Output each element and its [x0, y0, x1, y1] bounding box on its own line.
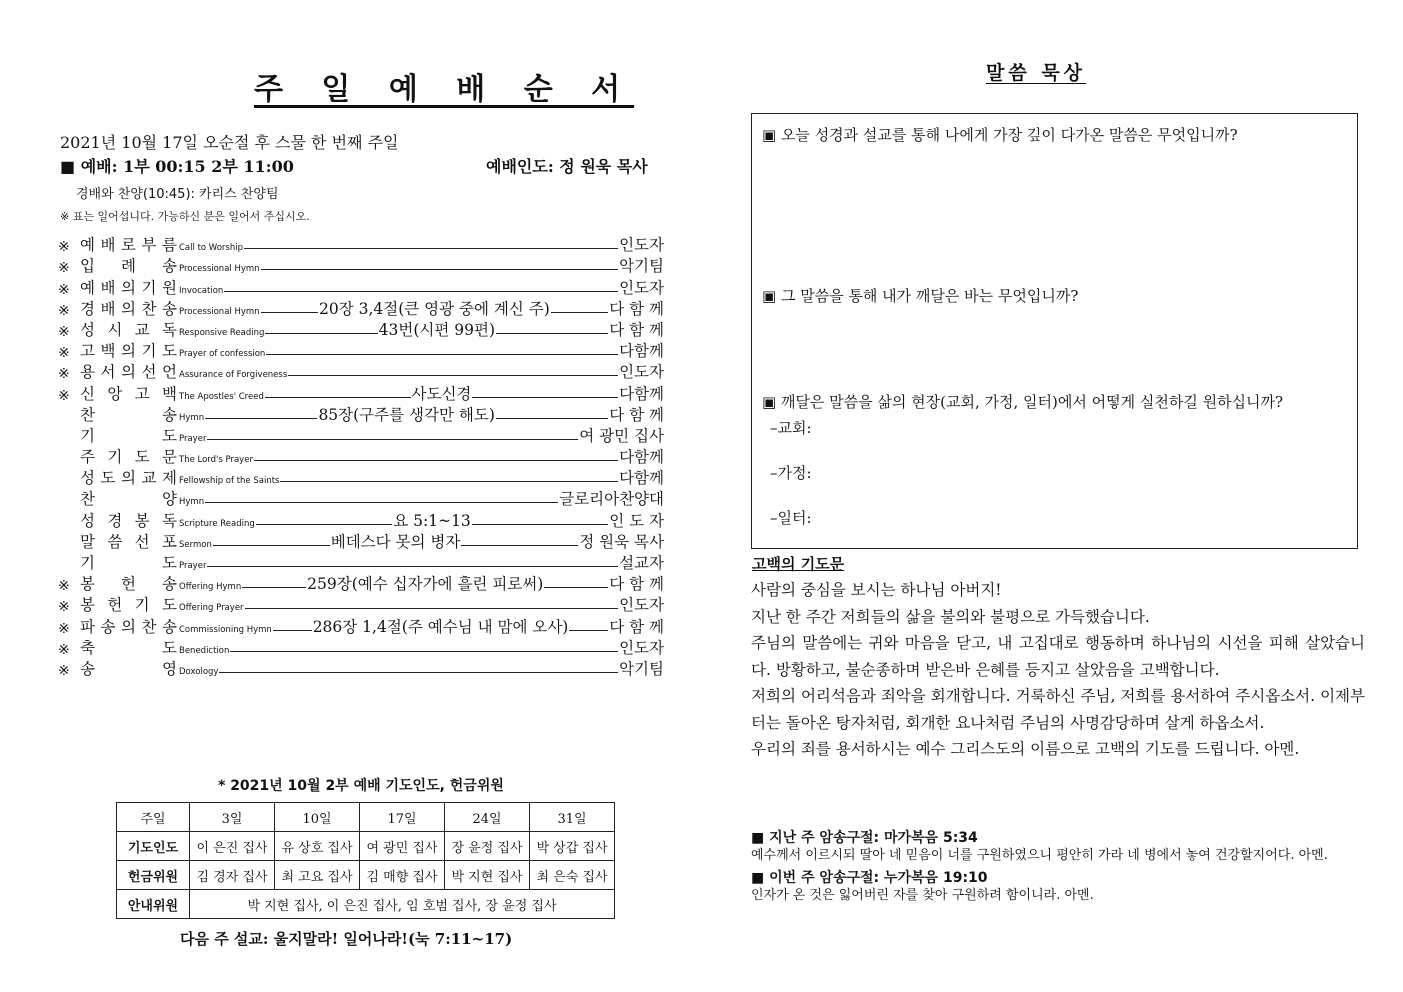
order-person: 다 함 께 [609, 299, 664, 318]
order-english: Invocation [179, 285, 224, 296]
meditation-box [751, 113, 1358, 549]
order-detail: 286장 1,4절(주 예수님 내 맘에 오사) [312, 617, 569, 636]
order-name: 입 례 송 [80, 257, 177, 276]
order-item [58, 382, 664, 403]
order-name: 성 도 의 교 제 [80, 469, 177, 488]
schedule-header-cell: 3일 [190, 803, 275, 832]
order-name: 봉 헌 송 [80, 575, 177, 594]
leader-line [207, 566, 618, 567]
leader-line [496, 333, 608, 334]
leader-line [205, 418, 317, 419]
schedule-cell: 유 상호 집사 [275, 832, 360, 861]
schedule-header-cell: 주일 [117, 803, 190, 832]
order-english: Hymn [179, 497, 205, 508]
schedule-cell: 김 경자 집사 [190, 861, 275, 890]
order-item [58, 467, 664, 488]
order-mark: ※ [58, 641, 70, 658]
order-name: 용 서 의 선 언 [80, 363, 177, 382]
order-mark: ※ [58, 366, 70, 383]
order-english: Assurance of Forgiveness [179, 370, 288, 381]
leader-line [244, 248, 618, 249]
order-of-worship [58, 234, 664, 679]
order-item [58, 637, 664, 658]
order-person: 인도자 [619, 278, 664, 297]
confession-paragraph: 사람의 중심을 보시는 하나님 아버지! [751, 581, 1002, 599]
question-2: ▣ 그 말씀을 통해 내가 깨달은 바는 무엇입니까? [762, 287, 1079, 305]
order-person: 인도자 [619, 363, 664, 382]
schedule-cell: 박 지현 집사 [445, 861, 530, 890]
order-person: 다 함 께 [609, 617, 665, 636]
order-name: 주 기 도 문 [80, 448, 177, 467]
order-item [58, 298, 664, 319]
schedule-cell: 여 광민 집사 [360, 832, 445, 861]
order-item [58, 255, 664, 276]
question-1: ▣ 오늘 성경과 설교를 통해 나에게 가장 깊이 다가온 말씀은 무엇입니까? [762, 126, 1238, 144]
order-item [58, 446, 664, 467]
order-name: 예 배 의 기 원 [80, 278, 177, 297]
confession-paragraph: 주님의 말씀에는 귀와 마음을 닫고, 내 고집대로 행동하며 하나님의 시선을 피해 살았습니다. 방황하고, 불순종하며 받은바 은혜를 등지고 살았음을 고백합니다. [751, 634, 1365, 679]
confession-title: 고백의 기도문 [752, 555, 845, 573]
order-english: The Apostles' Creed [179, 391, 264, 402]
leader-line [280, 481, 618, 482]
schedule-cell: 김 매향 집사 [360, 861, 445, 890]
order-mark: ※ [58, 302, 70, 319]
praise-info: 경배와 찬양(10:45): 카리스 찬양팀 [76, 187, 279, 202]
confession-paragraph: 저희의 어리석음과 죄악을 회개합니다. 거룩하신 주님, 저희를 용서하여 주시옵소서. 이제부터는 돌아온 탕자처럼, 회개한 요나처럼 주님의 사명감당하며 살게 하옵소서. [751, 687, 1365, 732]
order-person: 글로리아찬양대 [559, 490, 664, 509]
order-name: 경 배 의 찬 송 [80, 299, 177, 318]
leader-line [245, 608, 619, 609]
order-english: Processional Hymn [179, 264, 260, 275]
order-person: 다함께 [619, 469, 664, 488]
leader-line [496, 418, 608, 419]
order-english: Call to Worship [179, 243, 243, 254]
order-item [58, 488, 664, 509]
order-detail: 259장(예수 십자가에 흘린 피로써) [307, 575, 544, 594]
order-item [58, 509, 664, 530]
leader-line [266, 354, 618, 355]
order-person: 인 도 자 [609, 511, 665, 530]
order-item [58, 552, 664, 573]
order-detail: 20장 3,4절(큰 영광 중에 계신 주) [318, 299, 550, 318]
order-english: Processional Hymn [179, 306, 260, 317]
order-name: 말 씀 선 포 [80, 532, 177, 551]
leader-line [207, 439, 578, 440]
schedule-offering-row [117, 861, 615, 890]
worship-times: ■ 예배: 1부 00:15 2부 11:00 [60, 157, 294, 176]
order-person: 악기팀 [619, 659, 664, 678]
order-name: 성 경 봉 독 [80, 511, 177, 530]
order-name: 기 도 [80, 426, 177, 445]
schedule-cell: 박 상갑 집사 [530, 832, 615, 861]
leader-line [544, 587, 608, 588]
order-english: Offering Prayer [179, 603, 244, 614]
leader-line [230, 651, 618, 652]
this-verse-text: 인자가 온 것은 잃어버린 자를 찾아 구원하려 함이니라. 아멘. [751, 888, 1094, 903]
last-verse-text: 예수께서 이르시되 딸아 네 믿음이 너를 구원하였으니 평안히 가라 네 병에서 놓여 건강할지어다. 아멘. [751, 848, 1328, 863]
schedule-cell: 장 윤정 집사 [445, 832, 530, 861]
leader-line [472, 524, 608, 525]
order-english: Hymn [179, 412, 205, 423]
order-english: Prayer [179, 433, 207, 444]
order-person: 설교자 [619, 554, 664, 572]
worship-leader: 예배인도: 정 원욱 목사 [486, 157, 648, 176]
confession-paragraph: 지난 한 주간 저희들의 삶을 불의와 불평으로 가득했습니다. [751, 607, 1150, 626]
order-name: 찬 양 [80, 490, 177, 509]
order-name: 봉 헌 기 도 [80, 596, 177, 615]
confession-prayer [751, 577, 1365, 763]
schedule-cell: 최 은숙 집사 [530, 861, 615, 890]
leader-line [288, 375, 618, 376]
order-item [58, 425, 664, 446]
order-mark: ※ [58, 323, 70, 340]
order-mark: ※ [58, 578, 70, 595]
order-name: 고 백 의 기 도 [80, 342, 177, 361]
leader-line [551, 312, 608, 313]
order-english: Doxology [179, 666, 219, 677]
order-mark: ※ [58, 260, 70, 277]
row-label: 헌금위원 [117, 861, 190, 890]
schedule-cell: 이 은진 집사 [190, 832, 275, 861]
order-detail: 베데스다 못의 병자 [330, 532, 461, 551]
confession-paragraph: 우리의 죄를 용서하시는 예수 그리스도의 이름으로 고백의 기도를 드립니다. 아멘. [751, 740, 1300, 758]
order-english: The Lord's Prayer [179, 455, 253, 466]
order-item [58, 658, 664, 679]
this-verse-heading: ■ 이번 주 암송구절: 누가복음 19:10 [751, 870, 988, 886]
order-person: 인도자 [619, 236, 664, 255]
order-person: 정 원욱 목사 [579, 532, 664, 551]
order-person: 인도자 [619, 638, 664, 657]
order-person: 악기팀 [619, 257, 664, 276]
leader-line [256, 524, 392, 525]
order-item [58, 234, 664, 255]
row-label: 안내위원 [117, 890, 190, 919]
schedule-header-cell: 17일 [360, 803, 445, 832]
leader-line [273, 630, 312, 631]
schedule-prayer-row [117, 832, 615, 861]
order-person: 다 함 께 [609, 405, 664, 424]
leader-line [461, 545, 578, 546]
order-mark: ※ [58, 281, 70, 298]
leader-line [265, 333, 377, 334]
order-mark: ※ [58, 620, 70, 637]
order-item [58, 340, 664, 361]
order-item [58, 573, 664, 594]
row-label: 기도인도 [117, 832, 190, 861]
order-name: 찬 송 [80, 405, 177, 424]
last-verse-heading: ■ 지난 주 암송구절: 마가복음 5:34 [751, 830, 978, 846]
order-item [58, 361, 664, 382]
order-mark: ※ [58, 662, 70, 679]
schedule-header-cell: 10일 [275, 803, 360, 832]
sub-church: –교회: [770, 419, 812, 437]
next-sermon: 다음 주 설교: 울지말라! 일어나라!(눅 7:11~17) [180, 930, 513, 948]
order-english: Benediction [179, 645, 230, 656]
schedule-header-row [117, 803, 615, 832]
leader-line [472, 397, 618, 398]
schedule-header-cell: 24일 [445, 803, 530, 832]
order-english: Fellowship of the Saints [179, 476, 280, 487]
leader-line [569, 630, 608, 631]
order-detail: 43번(시편 99편) [378, 320, 496, 339]
order-detail: 요 5:1~13 [393, 511, 471, 530]
standing-note: ※ 표는 일어섭니다. 가능하신 분은 일어서 주십시오. [60, 210, 310, 223]
schedule-cell: 최 고요 집사 [275, 861, 360, 890]
order-person: 인도자 [619, 596, 664, 615]
schedule-usher-row [117, 890, 615, 919]
leader-line [265, 397, 411, 398]
order-english: Responsive Reading [179, 327, 265, 338]
order-item [58, 319, 664, 340]
order-english: Prayer [179, 561, 207, 571]
schedule-cell: 박 지현 집사, 이 은진 집사, 임 호범 집사, 장 윤정 집사 [190, 890, 615, 919]
schedule-table [116, 802, 615, 919]
order-mark: ※ [58, 239, 70, 256]
order-name: 신 앙 고 백 [80, 384, 177, 403]
order-person: 다함께 [619, 448, 664, 467]
order-person: 다함께 [619, 342, 664, 361]
order-name: 파 송 의 찬 송 [80, 617, 177, 636]
leader-line [254, 460, 618, 461]
order-mark: ※ [58, 345, 70, 362]
sub-home: –가정: [770, 464, 812, 482]
order-person: 다함께 [619, 384, 665, 403]
order-english: Commissioning Hymn [179, 624, 272, 635]
leader-line [205, 502, 558, 503]
page-title: 주 일 예 배 순 서 [254, 72, 635, 107]
leader-line [224, 291, 618, 292]
sub-work: –일터: [770, 509, 812, 527]
order-item [58, 404, 664, 425]
order-english: Prayer of confession [179, 349, 266, 360]
order-item [58, 615, 664, 636]
order-english: Scripture Reading [179, 518, 255, 529]
leader-line [261, 269, 619, 270]
order-detail: 사도신경 [411, 384, 472, 403]
order-name: 예 배 로 부 름 [80, 236, 177, 255]
leader-line [242, 587, 306, 588]
order-person: 다 함 께 [609, 320, 665, 339]
order-name: 축 도 [80, 638, 177, 657]
schedule-title: * 2021년 10월 2부 예배 기도인도, 헌금위원 [218, 778, 504, 794]
order-detail: 85장(구주를 생각만 해도) [318, 405, 495, 424]
order-mark: ※ [58, 387, 70, 404]
order-english: Sermon [179, 539, 212, 550]
order-name: 성 시 교 독 [80, 320, 177, 339]
service-date: 2021년 10월 17일 오순절 후 스물 한 번째 주일 [60, 133, 399, 152]
meditation-title: 말씀 묵상 [986, 62, 1087, 84]
leader-line [261, 312, 318, 313]
question-3: ▣ 깨달은 말씀을 삶의 현장(교회, 가정, 일터)에서 어떻게 실천하길 원하십니까? [762, 393, 1284, 411]
order-person: 여 광민 집사 [579, 426, 664, 445]
memory-verses [751, 827, 1365, 905]
order-item [58, 276, 664, 297]
order-english: Offering Hymn [179, 582, 242, 593]
schedule-header-cell: 31일 [530, 803, 615, 832]
order-item [58, 531, 664, 552]
order-item [58, 594, 664, 615]
order-name: 송 영 [80, 659, 177, 678]
leader-line [213, 545, 330, 546]
leader-line [219, 672, 618, 673]
order-mark: ※ [58, 599, 70, 616]
order-person: 다 함 께 [609, 575, 665, 594]
order-name: 기 도 [80, 554, 177, 572]
